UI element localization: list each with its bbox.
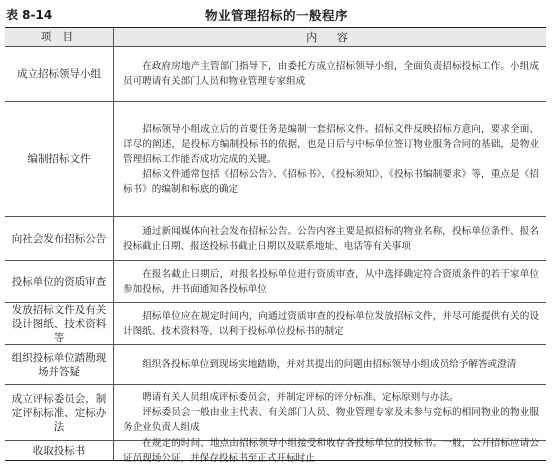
content-paragraph: 招标单位应在规定时间内，向通过资质审查的投标单位发放招标文件，并尽可能提供有关的设计图纸、技术资料等，以利于投标单位投标书的制定 xyxy=(123,310,539,337)
header-item-cell: 项 目 xyxy=(5,28,114,46)
content-paragraph: 在政府房地产主管部门指导下，由委托方成立招标领导小组，全面负责招标投标工作。小组成员可聘请有关部门人员和物业管理专家组成 xyxy=(123,61,539,87)
table-row xyxy=(5,217,546,261)
content-paragraph: 在规定的时间、地点由招标领导小组接受和收存各投标单位的投标书。一般，公开招标应请公证员现场公证，并保存投标书至正式开标时止 xyxy=(123,437,539,464)
table-row xyxy=(5,303,546,345)
table-row xyxy=(5,102,546,217)
header-content-label: 内 容 xyxy=(306,30,356,44)
table-caption xyxy=(4,6,549,24)
content-cell xyxy=(114,345,546,384)
item-cell: 编制招标文件 xyxy=(5,102,114,216)
item-cell: 成立招标领导小组 xyxy=(5,47,114,101)
table-header-row xyxy=(5,28,546,47)
table-row xyxy=(5,261,546,303)
content-paragraph: 通过新闻媒体向社会发布招标公告。公告内容主要是拟招标的物业名称，投标单位条件、报名投标截止日期、报送投标书截止日期以及联系地址、电话等有关事项 xyxy=(123,225,539,252)
content-cell xyxy=(114,102,546,216)
content-paragraph: 聘请有关人员组成评标委员会，并制定评标的评分标准、定标原则与办法。 xyxy=(142,392,459,403)
item-cell: 组织投标单位踏勘现场并答疑 xyxy=(5,345,114,384)
content-cell xyxy=(114,261,546,302)
content-cell xyxy=(114,303,546,344)
item-cell: 向社会发布招标公告 xyxy=(5,217,114,260)
content-cell xyxy=(114,437,546,464)
table-row xyxy=(5,385,546,441)
procedure-table xyxy=(5,27,546,464)
content-cell xyxy=(114,47,546,101)
content-paragraph: 在报名截止日期后，对报名投标单位进行资质审查，从中选择确定符合资质条件的若干家单位参加投标，并书面通知各投标单位 xyxy=(123,268,539,295)
content-paragraph: 招标领导小组成立后的首要任务是编制一套招标文件。招标文件反映招标方意向，要求全面、详尽的阐述，是投标方编制投标书的依据，也是日后与中标单位签订物业服务合同的基础，是物业管理招标工作能否成功完成的关键。 xyxy=(123,123,539,165)
item-cell: 发放招标文件及有关设计图纸、技术资料等 xyxy=(5,303,114,344)
content-cell xyxy=(114,385,546,440)
table-number: 表 8-14 xyxy=(6,8,53,22)
table-title: 物业管理招标的一般程序 xyxy=(204,8,348,23)
header-content-cell xyxy=(114,28,546,46)
table-row xyxy=(5,437,546,464)
content-paragraph: 招标文件通常包括《招标公告》、《招标书》、《投标须知》、《投标书编制要求》等，重点是《招标书》的编制和标底的确定 xyxy=(123,168,539,195)
content-paragraph: 组织各投标单位到现场实地踏勘，并对其提出的问题由招标领导小组成员给予解答或澄清 xyxy=(142,359,517,370)
item-cell: 收取投标书 xyxy=(5,441,114,460)
item-cell: 成立评标委员会，制定评标标准、定标办法 xyxy=(5,385,114,440)
content-paragraph: 评标委员会一般由业主代表、有关部门人员、物业管理专家及未参与竞标的相同物业的物业服务企业负责人组成 xyxy=(123,407,539,433)
item-cell: 投标单位的资质审查 xyxy=(5,261,114,302)
content-cell xyxy=(114,217,546,260)
table-row xyxy=(5,47,546,102)
table-row xyxy=(5,345,546,385)
